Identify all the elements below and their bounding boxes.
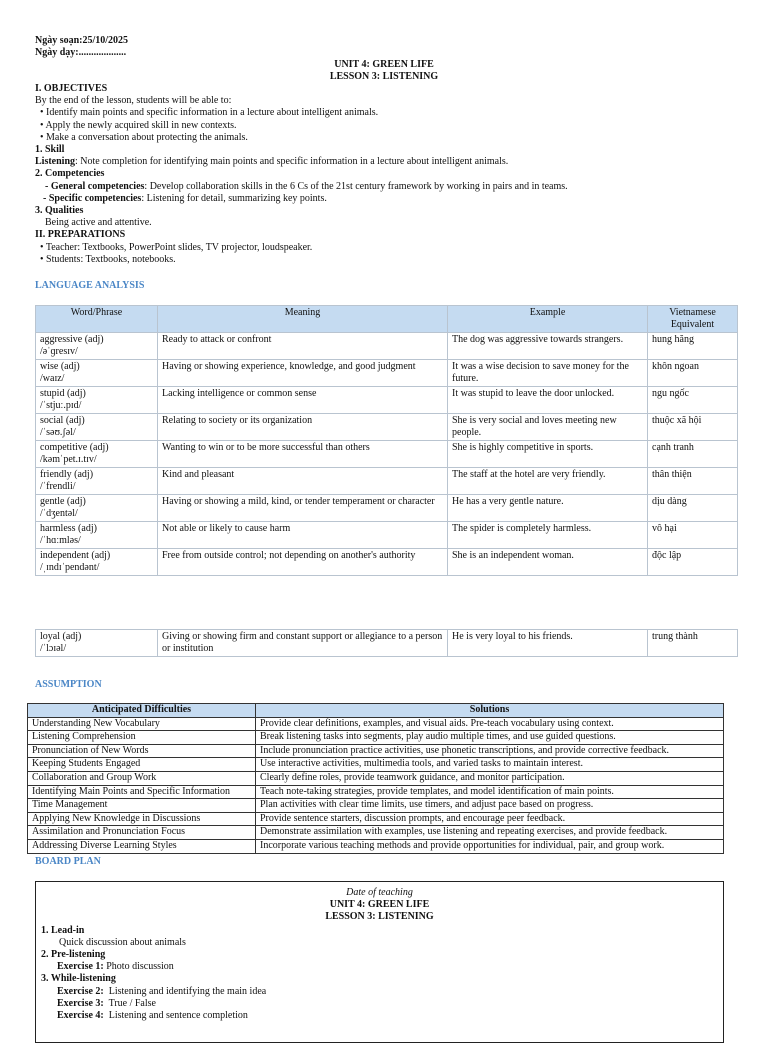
ipa: /ˈstjuː.pɪd/ <box>40 400 82 411</box>
table-row <box>28 731 724 745</box>
solution-cell: Incorporate various teaching methods and provide opportunities for individual, pair, and group work. <box>256 839 724 853</box>
board-section-lead-in: 1. Lead-in <box>41 924 85 936</box>
table-row <box>36 630 738 657</box>
meaning-cell: Giving or showing firm and constant support or allegiance to a person or institution <box>158 630 448 657</box>
example-cell: She is highly competitive in sports. <box>448 441 648 468</box>
word: loyal (adj) <box>40 631 82 642</box>
meaning-cell: Relating to society or its organization <box>158 414 448 441</box>
word: friendly (adj) <box>40 469 94 480</box>
table-row <box>28 826 724 840</box>
board-lead-in-text: Quick discussion about animals <box>59 936 186 948</box>
table-row <box>28 785 724 799</box>
table-row <box>28 799 724 813</box>
table-row <box>28 717 724 731</box>
meaning-cell: Not able or likely to cause harm <box>158 522 448 549</box>
objectives-section <box>35 83 755 266</box>
table-row <box>28 771 724 785</box>
table-header-row <box>36 306 738 333</box>
solution-cell: Demonstrate assimilation with examples, use listening and repeating exercises, and provide feedback. <box>256 826 724 840</box>
solution-cell: Use interactive activities, multimedia tools, and varied tasks to maintain interest. <box>256 758 724 772</box>
column-header: Meaning <box>158 306 448 333</box>
ipa: /ˈlɔɪəl/ <box>40 643 67 654</box>
difficulty-cell: Pronunciation of New Words <box>28 744 256 758</box>
unit-title: UNIT 4: GREEN LIFE <box>334 59 434 70</box>
word-cell <box>36 522 158 549</box>
exercise-label: Exercise 2: <box>57 985 104 997</box>
word-cell <box>36 468 158 495</box>
table-row <box>28 744 724 758</box>
meaning-cell: Free from outside control; not depending on another's authority <box>158 549 448 576</box>
skill-label: Listening <box>35 156 76 168</box>
difficulty-cell: Listening Comprehension <box>28 731 256 745</box>
preparations-heading: II. PREPARATIONS <box>35 229 126 241</box>
language-analysis-table-continued <box>35 629 738 657</box>
solution-cell: Teach note-taking strategies, provide templates, and model identification of main points. <box>256 785 724 799</box>
solution-cell: Include pronunciation practice activities, use phonetic transcriptions, and provide corrective feedback. <box>256 744 724 758</box>
word-cell <box>36 414 158 441</box>
column-header: Anticipated Difficulties <box>28 704 256 718</box>
table-row <box>36 441 738 468</box>
skill-line <box>35 156 755 168</box>
vietnamese-cell: độc lập <box>648 549 738 576</box>
meaning-cell: Having or showing experience, knowledge, and good judgment <box>158 360 448 387</box>
column-header: Vietnamese Equivalent <box>648 306 738 333</box>
ipa: /əˈɡresɪv/ <box>40 346 78 357</box>
preparation-item: • Teacher: Textbooks, PowerPoint slides, TV projector, loudspeaker. <box>40 241 313 253</box>
difficulty-cell: Keeping Students Engaged <box>28 758 256 772</box>
board-section-pre-listening: 2. Pre-listening <box>41 949 106 961</box>
table-row <box>36 468 738 495</box>
objective-item: • Identify main points and specific information in a lecture about intelligent animals. <box>40 107 379 119</box>
word: stupid (adj) <box>40 388 86 399</box>
board-plan-box <box>35 881 724 1043</box>
difficulty-cell: Addressing Diverse Learning Styles <box>28 839 256 853</box>
language-analysis-title: LANGUAGE ANALYSIS <box>35 280 145 291</box>
qualities-heading: 3. Qualities <box>35 205 84 217</box>
word: wise (adj) <box>40 361 80 372</box>
difficulty-cell: Assimilation and Pronunciation Focus <box>28 826 256 840</box>
board-date-label: Date of teaching <box>346 887 413 898</box>
example-cell: He is very loyal to his friends. <box>448 630 648 657</box>
objectives-intro: By the end of the lesson, students will be able to: <box>35 95 232 107</box>
exercise-text: Listening and sentence completion <box>103 1010 248 1022</box>
example-cell: It was stupid to leave the door unlocked. <box>448 387 648 414</box>
word-cell <box>36 387 158 414</box>
specific-label: - Specific competencies <box>43 192 142 204</box>
word-cell <box>36 360 158 387</box>
word: gentle (adj) <box>40 496 86 507</box>
board-lesson: LESSON 3: LISTENING <box>325 911 434 923</box>
ipa: /waɪz/ <box>40 373 65 384</box>
table-row <box>28 812 724 826</box>
meaning-cell: Wanting to win or to be more successful than others <box>158 441 448 468</box>
board-exercise-4 <box>41 1010 723 1022</box>
difficulty-cell: Time Management <box>28 799 256 813</box>
competencies-heading: 2. Competencies <box>35 168 105 180</box>
qualities-text: Being active and attentive. <box>45 217 152 229</box>
exercise-text: Photo discussion <box>103 961 174 973</box>
table-row <box>28 758 724 772</box>
board-exercise-3 <box>41 998 723 1010</box>
table-row <box>36 360 738 387</box>
lesson-title: LESSON 3: LISTENING <box>329 71 439 82</box>
exercise-text: True / False <box>103 997 156 1009</box>
assumption-title: ASSUMPTION <box>35 679 102 690</box>
table-row <box>36 522 738 549</box>
table-row <box>28 839 724 853</box>
general-text: : Develop collaboration skills in the 6 Cs of the 21st century framework by working in pairs and in teams. <box>144 180 568 192</box>
word: social (adj) <box>40 415 85 426</box>
word: aggressive (adj) <box>40 334 104 345</box>
board-exercise-2 <box>41 986 723 998</box>
skill-text: : Note completion for identifying main points and specific information in a lecture about intelligent animals. <box>75 156 509 168</box>
specific-text: : Listening for detail, summarizing key points. <box>141 192 327 204</box>
example-cell: The staff at the hotel are very friendly. <box>448 468 648 495</box>
board-exercise-1 <box>41 961 723 973</box>
example-cell: The dog was aggressive towards strangers. <box>448 333 648 360</box>
meaning-cell: Ready to attack or confront <box>158 333 448 360</box>
example-cell: It was a wise decision to save money for the future. <box>448 360 648 387</box>
word: harmless (adj) <box>40 523 97 534</box>
specific-competencies <box>35 193 755 205</box>
ipa: /ˈhɑːmləs/ <box>40 535 81 546</box>
difficulty-cell: Applying New Knowledge in Discussions <box>28 812 256 826</box>
ipa: /kəmˈpet.ɪ.tɪv/ <box>40 454 97 465</box>
vietnamese-cell: vô hại <box>648 522 738 549</box>
solution-cell: Break listening tasks into segments, play audio multiple times, and use guided questions. <box>256 731 724 745</box>
table-row <box>36 495 738 522</box>
table-row <box>36 414 738 441</box>
board-section-while-listening: 3. While-listening <box>41 973 116 985</box>
assumption-table <box>27 703 724 854</box>
exercise-text: Listening and identifying the main idea <box>103 985 267 997</box>
objectives-heading: I. OBJECTIVES <box>35 83 108 94</box>
table-header-row <box>28 704 724 718</box>
difficulty-cell: Identifying Main Points and Specific Information <box>28 785 256 799</box>
exercise-label: Exercise 4: <box>57 1010 104 1022</box>
solution-cell: Provide sentence starters, discussion prompts, and encourage peer feedback. <box>256 812 724 826</box>
exercise-label: Exercise 3: <box>57 997 104 1009</box>
skill-heading: 1. Skill <box>35 144 65 156</box>
vietnamese-cell: thuộc xã hội <box>648 414 738 441</box>
table-row <box>36 549 738 576</box>
difficulty-cell: Collaboration and Group Work <box>28 771 256 785</box>
vietnamese-cell: trung thành <box>648 630 738 657</box>
solution-cell: Clearly define roles, provide teamwork guidance, and monitor participation. <box>256 771 724 785</box>
objective-item: • Make a conversation about protecting the animals. <box>40 131 248 143</box>
language-analysis-table <box>35 305 738 576</box>
example-cell: She is an independent woman. <box>448 549 648 576</box>
solution-cell: Provide clear definitions, examples, and visual aids. Pre-teach vocabulary using context. <box>256 717 724 731</box>
objective-item: • Apply the newly acquired skill in new contexts. <box>40 119 237 131</box>
ipa: /ˈsəʊ.ʃəl/ <box>40 427 76 438</box>
example-cell: She is very social and loves meeting new people. <box>448 414 648 441</box>
ipa: /ˈfrendli/ <box>40 481 76 492</box>
general-competencies <box>35 181 755 193</box>
vietnamese-cell: thân thiện <box>648 468 738 495</box>
vietnamese-cell: ngu ngốc <box>648 387 738 414</box>
column-header: Word/Phrase <box>36 306 158 333</box>
difficulty-cell: Understanding New Vocabulary <box>28 717 256 731</box>
word-cell <box>36 441 158 468</box>
vietnamese-cell: dịu dàng <box>648 495 738 522</box>
table-row <box>36 333 738 360</box>
general-label: - General competencies <box>45 180 145 192</box>
column-header: Solutions <box>256 704 724 718</box>
date-prepared: Ngày soạn:25/10/2025 <box>35 35 129 46</box>
word: competitive (adj) <box>40 442 109 453</box>
word-cell <box>36 495 158 522</box>
solution-cell: Plan activities with clear time limits, use timers, and adjust pace based on progress. <box>256 799 724 813</box>
example-cell: He has a very gentle nature. <box>448 495 648 522</box>
word-cell <box>36 549 158 576</box>
board-unit: UNIT 4: GREEN LIFE <box>329 899 430 911</box>
ipa: /ˌɪndɪˈpendənt/ <box>40 562 100 573</box>
board-plan-title: BOARD PLAN <box>35 856 101 867</box>
ipa: /ˈdʒentəl/ <box>40 508 78 519</box>
vietnamese-cell: khôn ngoan <box>648 360 738 387</box>
table-row <box>36 387 738 414</box>
meaning-cell: Kind and pleasant <box>158 468 448 495</box>
word-cell <box>36 630 158 657</box>
word: independent (adj) <box>40 550 111 561</box>
meaning-cell: Having or showing a mild, kind, or tender temperament or character <box>158 495 448 522</box>
word-cell <box>36 333 158 360</box>
meaning-cell: Lacking intelligence or common sense <box>158 387 448 414</box>
vietnamese-cell: hung hăng <box>648 333 738 360</box>
preparation-item: • Students: Textbooks, notebooks. <box>40 253 176 265</box>
column-header: Example <box>448 306 648 333</box>
exercise-label: Exercise 1: <box>57 961 104 973</box>
date-taught: Ngày dạy:................... <box>35 47 127 58</box>
example-cell: The spider is completely harmless. <box>448 522 648 549</box>
vietnamese-cell: cạnh tranh <box>648 441 738 468</box>
